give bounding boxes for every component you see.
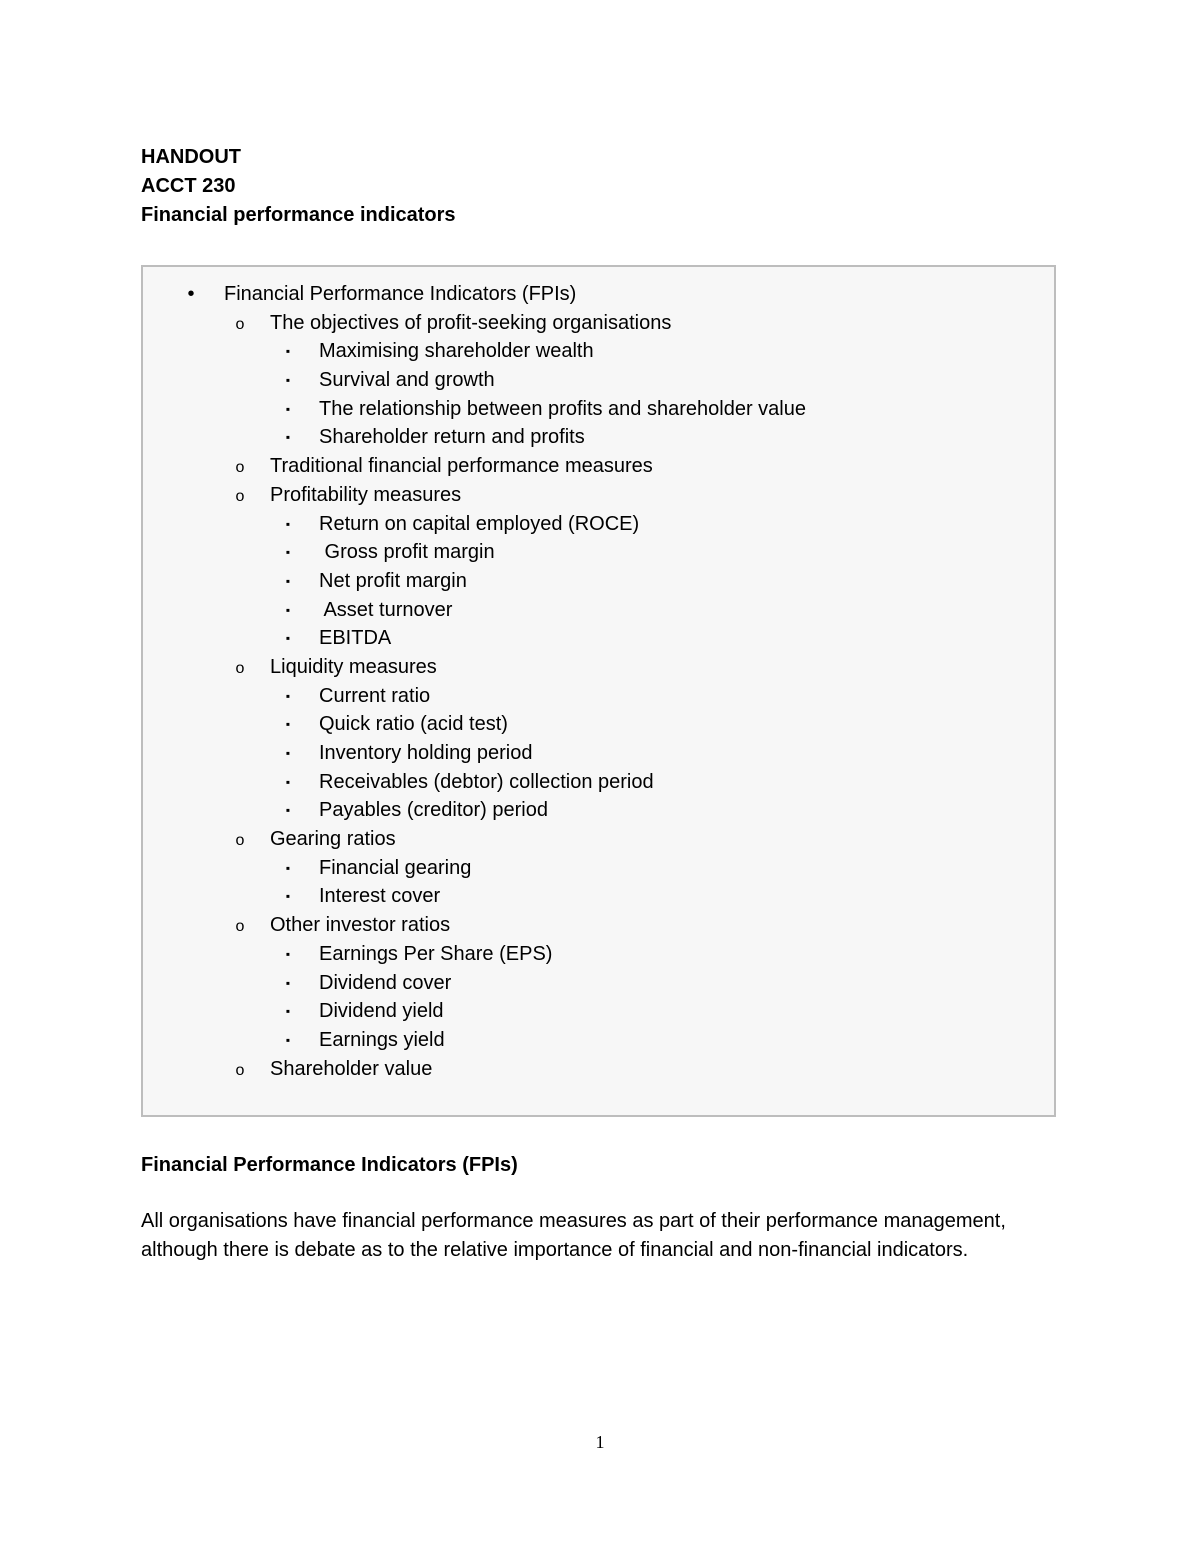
- outline-item-text: Inventory holding period: [319, 742, 533, 764]
- outline-item-text: Survival and growth: [319, 369, 495, 392]
- outline-item-text: Financial gearing: [319, 856, 472, 879]
- outline-item-level-2: [143, 1055, 1054, 1084]
- outline-item-level-3: [143, 624, 1054, 653]
- outline-item-text: Payables (creditor) period: [319, 799, 548, 822]
- outline-item-level-3: [143, 1026, 1054, 1055]
- course-code: ACCT 230: [141, 175, 236, 197]
- bullet-icon: ▪: [285, 746, 291, 760]
- outline-item-level-3: [143, 423, 1054, 452]
- bullet-icon: o: [235, 1061, 245, 1079]
- bullet-icon: ▪: [285, 344, 291, 359]
- outline-item-level-2: [143, 452, 1054, 481]
- outline-item-text: Return on capital employed (ROCE): [319, 512, 640, 535]
- outline-item-level-2: [143, 911, 1054, 940]
- outline-item-level-1: [143, 280, 1054, 309]
- outline-item-level-3: [143, 739, 1054, 768]
- outline-item-text: Dividend cover: [319, 971, 452, 994]
- outline-item-text: Receivables (debtor) collection period: [319, 770, 654, 793]
- outline-item-text: Earnings yield: [319, 1028, 445, 1051]
- bullet-icon: ▪: [285, 975, 291, 990]
- page-number: 1: [595, 1432, 605, 1452]
- document-header: [141, 143, 456, 230]
- outline-item-text: EBITDA: [319, 627, 392, 650]
- outline-item-level-3: [143, 882, 1054, 911]
- bullet-icon: ▪: [285, 573, 291, 588]
- outline-item-level-3: [143, 969, 1054, 998]
- outline-item-text: Quick ratio (acid test): [319, 713, 508, 736]
- bullet-icon: •: [187, 283, 195, 305]
- bullet-icon: ▪: [285, 401, 291, 416]
- outline-item-text: Liquidity measures: [270, 655, 437, 678]
- outline-item-text: Profitability measures: [270, 483, 462, 506]
- outline-item-level-3: [143, 337, 1054, 366]
- outline-item-text: Earnings Per Share (EPS): [319, 942, 553, 965]
- outline-item-level-3: [143, 366, 1054, 395]
- outline-item-level-3: [143, 796, 1054, 825]
- outline-item-level-3: [143, 997, 1054, 1026]
- bullet-icon: ▪: [285, 1032, 291, 1047]
- outline-item-level-3: [143, 538, 1054, 567]
- outline-item-level-3: [143, 395, 1054, 424]
- topic-outline-list: [143, 280, 1054, 1083]
- section-heading: Financial Performance Indicators (FPIs): [141, 1154, 518, 1176]
- outline-item-text: Current ratio: [319, 684, 431, 707]
- outline-item-level-2: [143, 825, 1054, 854]
- outline-item-text: Other investor ratios: [270, 914, 451, 937]
- outline-item-text: Maximising shareholder wealth: [319, 340, 594, 363]
- bullet-icon: o: [235, 832, 245, 850]
- bullet-icon: ▪: [285, 860, 291, 875]
- outline-item-level-3: [143, 567, 1054, 596]
- outline-item-level-2: [143, 653, 1054, 682]
- outline-item-text: Interest cover: [319, 885, 441, 908]
- outline-item-text: The objectives of profit-seeking organisations: [270, 311, 672, 334]
- outline-item-text: Asset turnover: [319, 598, 453, 621]
- handout-label: HANDOUT: [141, 146, 241, 168]
- outline-item-text: Net profit margin: [319, 569, 467, 592]
- outline-item-level-3: [143, 682, 1054, 711]
- outline-item-text: Gross profit margin: [319, 541, 495, 564]
- document-title: Financial performance indicators: [141, 204, 456, 226]
- outline-item-level-3: [143, 710, 1054, 739]
- bullet-icon: o: [235, 315, 245, 333]
- outline-item-level-3: [143, 596, 1054, 625]
- outline-item-level-2: [143, 309, 1054, 338]
- bullet-icon: ▪: [285, 373, 291, 388]
- bullet-icon: ▪: [285, 631, 291, 646]
- outline-item-text: Dividend yield: [319, 1000, 444, 1023]
- bullet-icon: ▪: [285, 889, 291, 904]
- bullet-icon: ▪: [285, 774, 291, 789]
- bullet-icon: ▪: [285, 1004, 291, 1019]
- bullet-icon: ▪: [285, 803, 291, 818]
- outline-item-text: Shareholder return and profits: [319, 426, 585, 449]
- bullet-icon: ▪: [285, 545, 291, 560]
- outline-item-text: Financial Performance Indicators (FPIs): [224, 283, 577, 305]
- bullet-icon: o: [235, 918, 245, 936]
- bullet-icon: o: [235, 659, 245, 677]
- outline-item-level-3: [143, 854, 1054, 883]
- outline-item-text: The relationship between profits and shareholder value: [319, 397, 806, 420]
- outline-item-text: Shareholder value: [270, 1057, 433, 1080]
- section-paragraph: All organisations have financial performance measures as part of their performance management, although there is debate as to the relative importance of financial and non-financial indicators.: [141, 1210, 1006, 1261]
- bullet-icon: ▪: [285, 946, 291, 961]
- outline-item-text: Traditional financial performance measures: [270, 455, 653, 478]
- bullet-icon: ▪: [285, 516, 291, 531]
- outline-item-level-3: [143, 768, 1054, 797]
- outline-item-text: Gearing ratios: [270, 828, 396, 851]
- bullet-icon: o: [235, 487, 245, 505]
- outline-item-level-2: [143, 481, 1054, 510]
- bullet-icon: ▪: [285, 717, 291, 732]
- outline-item-level-3: [143, 510, 1054, 539]
- bullet-icon: ▪: [285, 430, 291, 445]
- bullet-icon: ▪: [285, 602, 291, 617]
- topic-outline-box: [141, 265, 1056, 1117]
- bullet-icon: ▪: [285, 688, 291, 703]
- bullet-icon: o: [235, 459, 245, 477]
- outline-item-level-3: [143, 940, 1054, 969]
